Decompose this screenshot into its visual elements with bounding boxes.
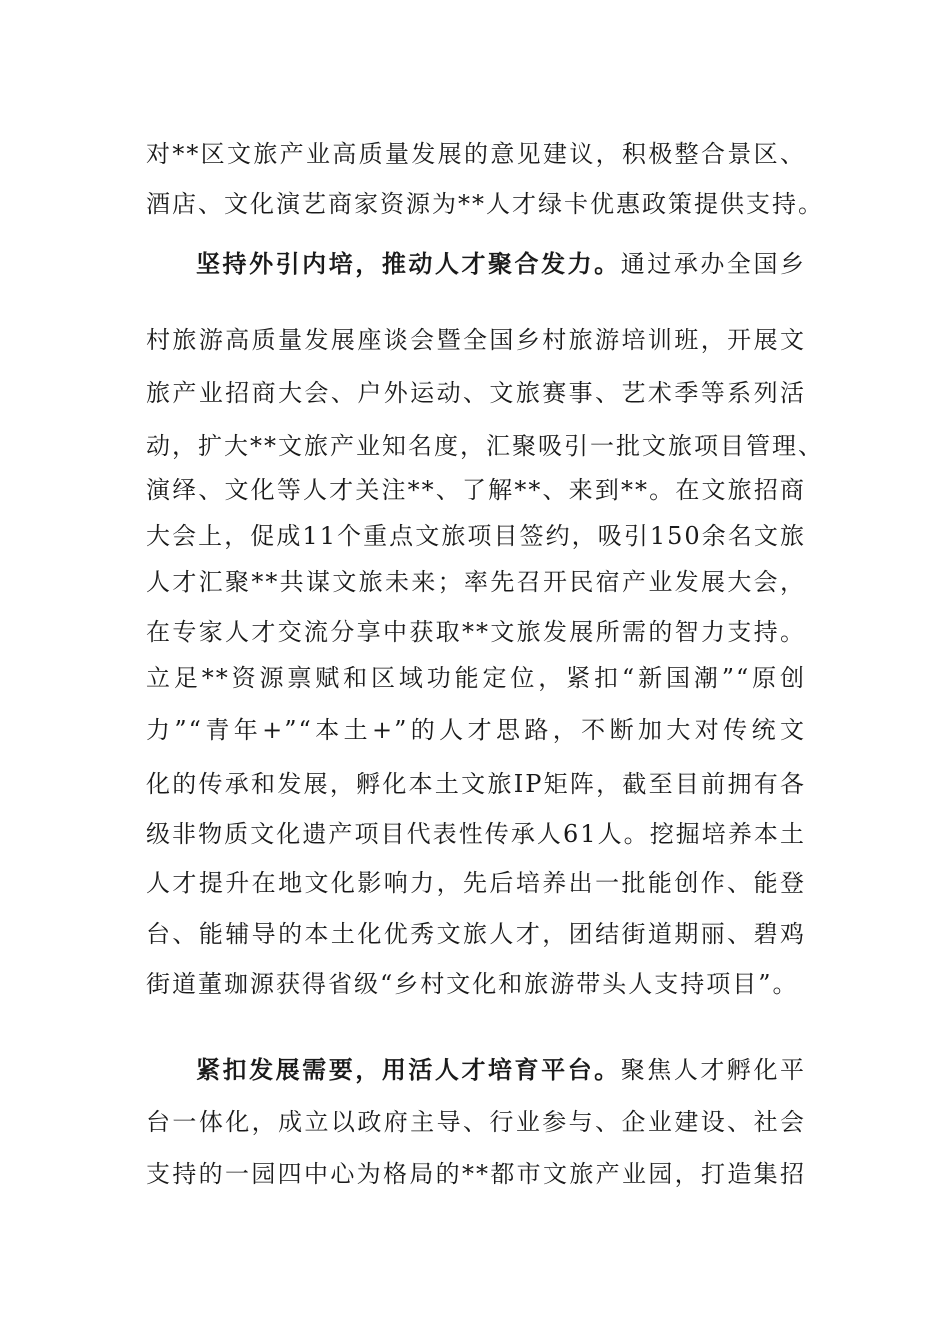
paragraph-2-line-3: 旅产业招商大会、户外运动、文旅赛事、艺术季等系列活	[146, 379, 806, 407]
paragraph-2-line-9: 立足**资源禀赋和区域功能定位，紧扣“新国潮”“原创	[146, 664, 806, 692]
paragraph-2-line-1	[196, 244, 806, 284]
paragraph-2-heading: 坚持外引内培，推动人才聚合发力。	[196, 249, 621, 278]
paragraph-2-line-4: 动，扩大**文旅产业知名度，汇聚吸引一批文旅项目管理、	[146, 432, 824, 460]
paragraph-2-line-12: 级非物质文化遗产项目代表性传承人61人。挖掘培养本土	[146, 820, 806, 848]
paragraph-2-line-7: 人才汇聚**共谋文旅未来；率先召开民宿产业发展大会，	[146, 568, 806, 596]
paragraph-2-first-line-rest: 通过承办全国乡	[620, 250, 807, 278]
paragraph-2-line-6: 大会上，促成11个重点文旅项目签约，吸引150余名文旅	[146, 522, 806, 550]
paragraph-3-heading: 紧扣发展需要，用活人才培育平台。	[196, 1055, 621, 1084]
paragraph-2-line-13: 人才提升在地文化影响力，先后培养出一批能创作、能登	[146, 869, 806, 897]
paragraph-2-line-10: 力”“青年+”“本土+”的人才思路，不断加大对传统文	[146, 716, 806, 744]
paragraph-2-line-8: 在专家人才交流分享中获取**文旅发展所需的智力支持。	[146, 618, 806, 646]
paragraph-2-line-5: 演绎、文化等人才关注**、了解**、来到**。在文旅招商	[146, 476, 806, 504]
paragraph-3-line-1	[196, 1050, 806, 1090]
paragraph-3-line-2: 台一体化，成立以政府主导、行业参与、企业建设、社会	[146, 1108, 806, 1136]
paragraph-3-first-line-rest: 聚焦人才孵化平	[620, 1056, 807, 1084]
paragraph-3-line-3: 支持的一园四中心为格局的**都市文旅产业园，打造集招	[146, 1160, 806, 1188]
paragraph-2-line-14: 台、能辅导的本土化优秀文旅人才，团结街道期丽、碧鸡	[146, 920, 806, 948]
paragraph-1-line-1: 对**区文旅产业高质量发展的意见建议，积极整合景区、	[146, 140, 806, 168]
paragraph-1-line-2: 酒店、文化演艺商家资源为**人才绿卡优惠政策提供支持。	[146, 190, 824, 218]
paragraph-2-line-2: 村旅游高质量发展座谈会暨全国乡村旅游培训班，开展文	[146, 326, 806, 354]
paragraph-2-line-15: 街道董珈源获得省级“乡村文化和旅游带头人支持项目”。	[146, 970, 799, 998]
paragraph-2-line-11: 化的传承和发展，孵化本土文旅IP矩阵，截至目前拥有各	[146, 770, 806, 798]
